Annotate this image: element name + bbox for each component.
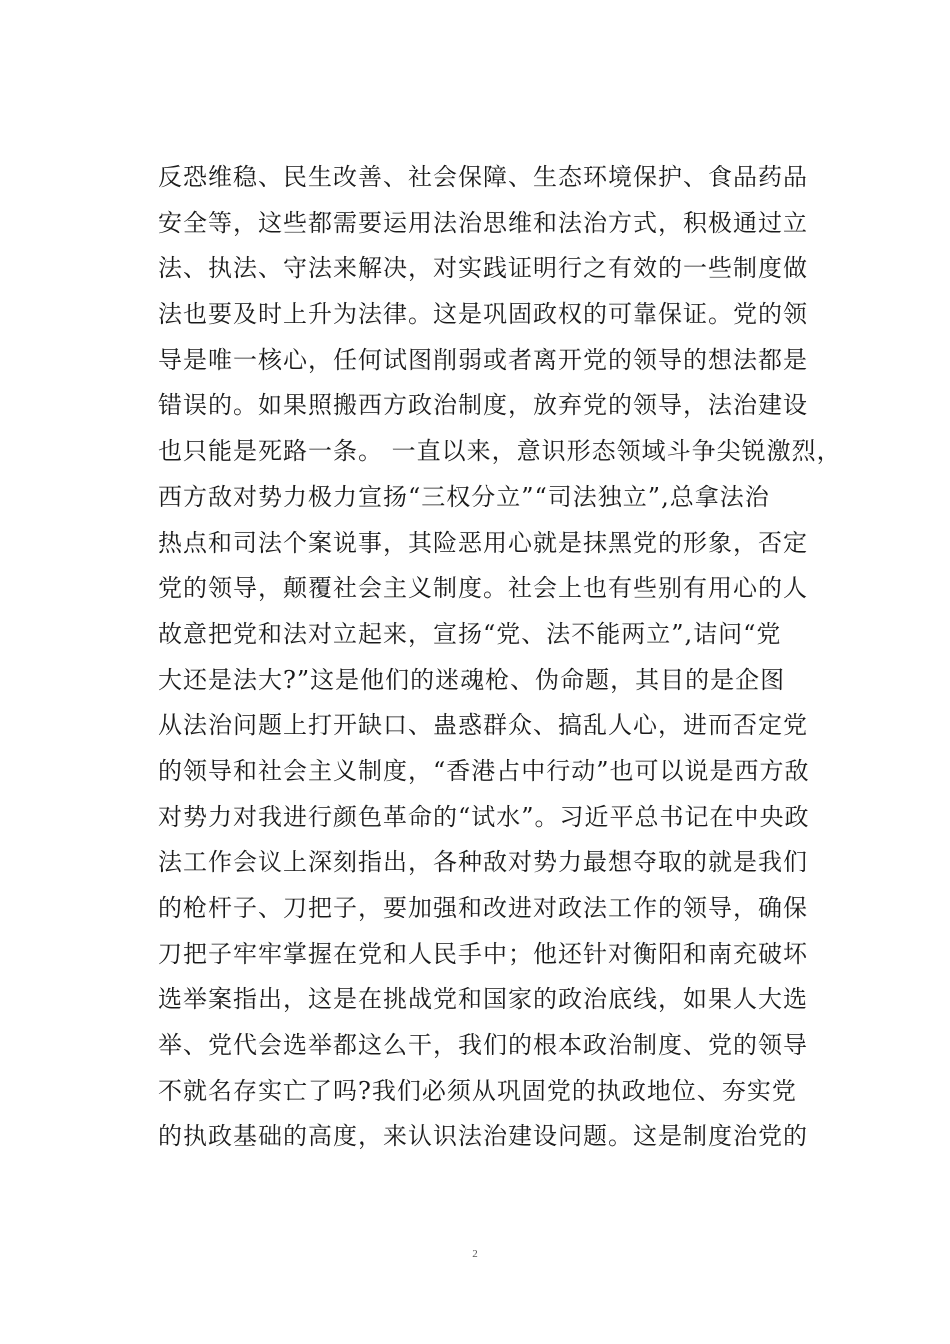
text-line: 的执政基础的高度，来认识法治建设问题。这是制度治党的 (158, 1122, 808, 1151)
text-line: 大还是法大?”这是他们的迷魂枪、伪命题，其目的是企图 (158, 665, 786, 694)
text-line: 也只能是死路一条。 一直以来，意识形态领域斗争尖锐激烈， (158, 437, 842, 466)
text-line: 法、执法、守法来解决，对实践证明行之有效的一些制度做 (158, 254, 808, 283)
text-line: 不就名存实亡了吗?我们必须从巩固党的执政地位、夯实党 (158, 1076, 797, 1105)
text-line: 举、党代会选举都这么干，我们的根本政治制度、党的领导 (158, 1031, 808, 1060)
text-line: 故意把党和法对立起来，宣扬“党、法不能两立”,诘问“党 (158, 619, 782, 648)
text-line: 导是唯一核心，任何试图削弱或者离开党的领导的想法都是 (158, 345, 808, 374)
page-number: 2 (472, 1248, 478, 1260)
text-line: 对势力对我进行颜色革命的“试水”。习近平总书记在中央政 (158, 802, 810, 831)
text-line: 党的领导，颠覆社会主义制度。社会上也有些别有用心的人 (158, 574, 808, 603)
text-line: 的枪杆子、刀把子，要加强和改进对政法工作的领导，确保 (158, 894, 808, 922)
text-line: 法也要及时上升为法律。这是巩固政权的可靠保证。党的领 (158, 300, 808, 329)
text-line: 安全等，这些都需要运用法治思维和法治方式，积极通过立 (158, 208, 808, 237)
text-line: 热点和司法个案说事，其险恶用心就是抹黑党的形象，否定 (158, 528, 808, 557)
text-line: 法工作会议上深刻指出，各种敌对势力最想夺取的就是我们 (158, 848, 808, 877)
body-text (158, 155, 842, 1160)
text-line: 选举案指出，这是在挑战党和国家的政治底线，如果人大选 (158, 985, 808, 1014)
text-line: 的领导和社会主义制度，“香港占中行动”也可以说是西方敌 (158, 756, 810, 785)
text-line: 刀把子牢牢掌握在党和人民手中；他还针对衡阳和南充破坏 (158, 939, 808, 968)
text-line: 从法治问题上打开缺口、蛊惑群众、搞乱人心，进而否定党 (158, 711, 808, 740)
text-line: 西方敌对势力极力宣扬“三权分立”“司法独立”,总拿法治 (158, 482, 770, 511)
text-line: 反恐维稳、民生改善、社会保障、生态环境保护、食品药品 (158, 163, 808, 191)
text-line: 错误的。如果照搬西方政治制度，放弃党的领导，法治建设 (158, 391, 808, 420)
